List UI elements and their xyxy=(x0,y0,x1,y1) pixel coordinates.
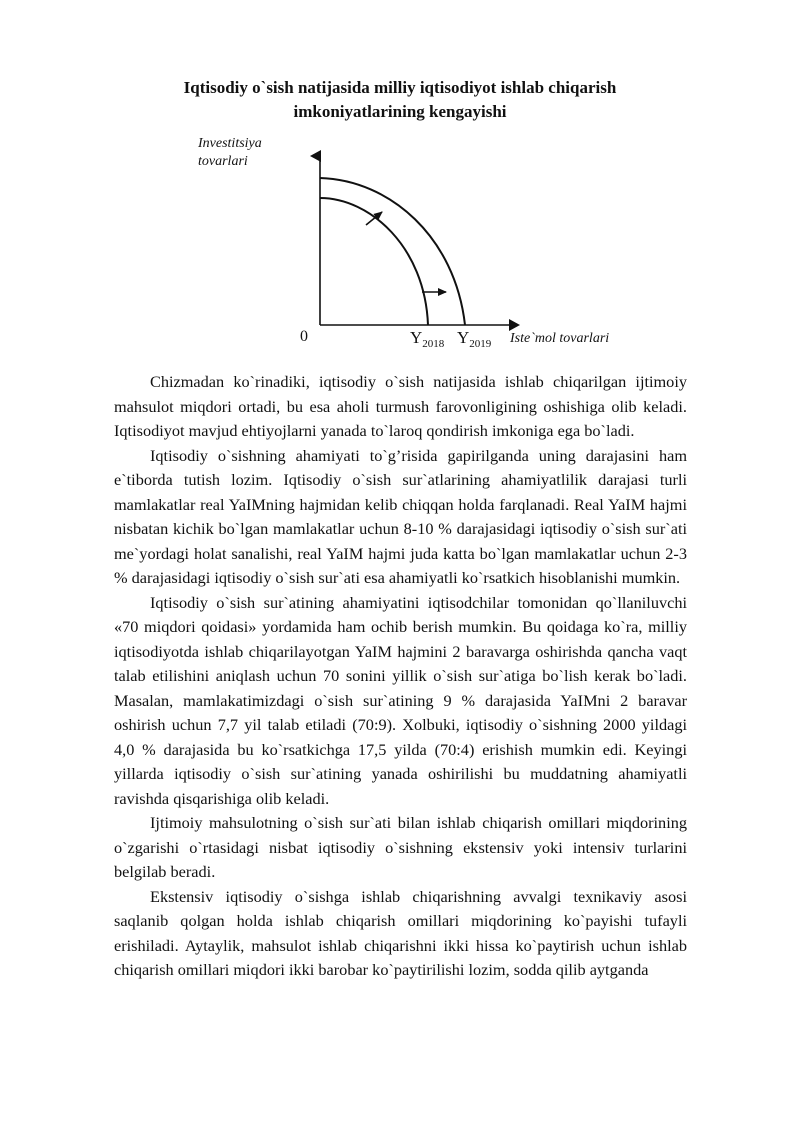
ppf-figure xyxy=(180,132,640,357)
body-text xyxy=(114,370,687,983)
y2019-label-main: Y xyxy=(457,328,470,347)
x-axis-label: Iste`mol tovarlari xyxy=(510,331,610,346)
y-axis-label-line-2: tovarlari xyxy=(198,154,248,169)
y2019-label xyxy=(457,328,491,348)
document-title xyxy=(110,76,690,124)
y2018-label-sub: 2018 xyxy=(422,338,445,350)
title-line-1: Iqtisodiy o`sish natijasida milliy iqtisodiyot ishlab chiqarish xyxy=(183,78,617,97)
paragraph-3: Iqtisodiy o`sish sur`atining ahamiyatini iqtisodchilar tomonidan qo`llaniluvchi «70 miqdori qoidasi» yordamida ham ochib berish mumkin. Bu qoidaga ko`ra, milliy iqtisodiyotda ishlab chiqarilayotgan YaIM hajmini 2 baravarga oshirishda qancha vaqt talab etilishini aniqlash uchun 70 sonini yillik o`sish sur`atiga bo`lish kerak bo`ladi. Masalan, mamlakatimizdagi o`sish sur`atining 9 % darajasida YaIMni 2 baravar oshirish uchun 7,7 yil talab etiladi (70:9). Xolbuki, iqtisodiy o`sishning 2000 yildagi 4,0 % darajasida bu ko`rsatkichga 17,5 yilda (70:4) erishish mumkin edi. Keyingi yillarda iqtisodiy o`sish sur`atining yanada oshirilishi bu muddatning ahamiyatli ravishda qisqarishiga olib keladi. xyxy=(114,592,687,808)
origin-label: 0 xyxy=(300,328,308,345)
y2018-label xyxy=(410,328,444,348)
paragraph-2: Iqtisodiy o`sishning ahamiyati to`g’risida gapirilganda uning darajasini ham e`tiborda tutish lozim. Iqtisodiy o`sish sur`atlarining ahamiyatlilik darajasi turli mamlakatlar real YaIMning hajmidan kelib chiqqan holda farqlanadi. Real YaIM hajmi nisbatan kichik bo`lgan mamlakatlar uchun 8-10 % darajasidagi iqtisodiy o`sish sur`ati me`yordagi holat sanalishi, real YaIM hajmi juda katta bo`lgan mamlakatlar uchun 2-3 % darajasidagi iqtisodiy o`sish sur`ati esa ahamiyatli ko`rsatkich hisoblanishi mumkin. xyxy=(114,445,687,587)
ppf-diagram xyxy=(180,132,640,357)
x-axis-arrowhead xyxy=(509,319,520,331)
paragraph-4: Ijtimoiy mahsulotning o`sish sur`ati bilan ishlab chiqarish omillari miqdorining o`zgarishi o`rtasidagi nisbat iqtisodiy o`sishning ekstensiv yoki intensiv turlarini belgilab beradi. xyxy=(114,813,687,881)
paragraph-1: Chizmadan ko`rinadiki, iqtisodiy o`sish natijasida ishlab chiqarilgan ijtimoiy mahsulot miqdori ortadi, bu esa aholi turmush farovonligining oshishiga olib keladi. Iqtisodiyot mavjud ehtiyojlarni yanada to`laroq qondirish imkoniga ega bo`ladi. xyxy=(114,372,687,440)
title-line-2: imkoniyatlarining kengayishi xyxy=(293,102,507,121)
paragraph-5: Ekstensiv iqtisodiy o`sishga ishlab chiqarishning avvalgi texnikaviy asosi saqlanib qolgan holda ishlab chiqarish omillari miqdorining ko`payishi tufayli erishiladi. Aytaylik, mahsulot ishlab chiqarishni ikki hissa ko`paytirish uchun ishlab chiqarish omillari miqdori ikki barobar ko`paytirilishi lozim, sodda qilib aytganda xyxy=(114,886,687,979)
y2018-label-main: Y xyxy=(410,328,423,347)
y2019-label-sub: 2019 xyxy=(469,338,492,350)
y-axis-label-line-1: Investitsiya xyxy=(198,136,262,151)
